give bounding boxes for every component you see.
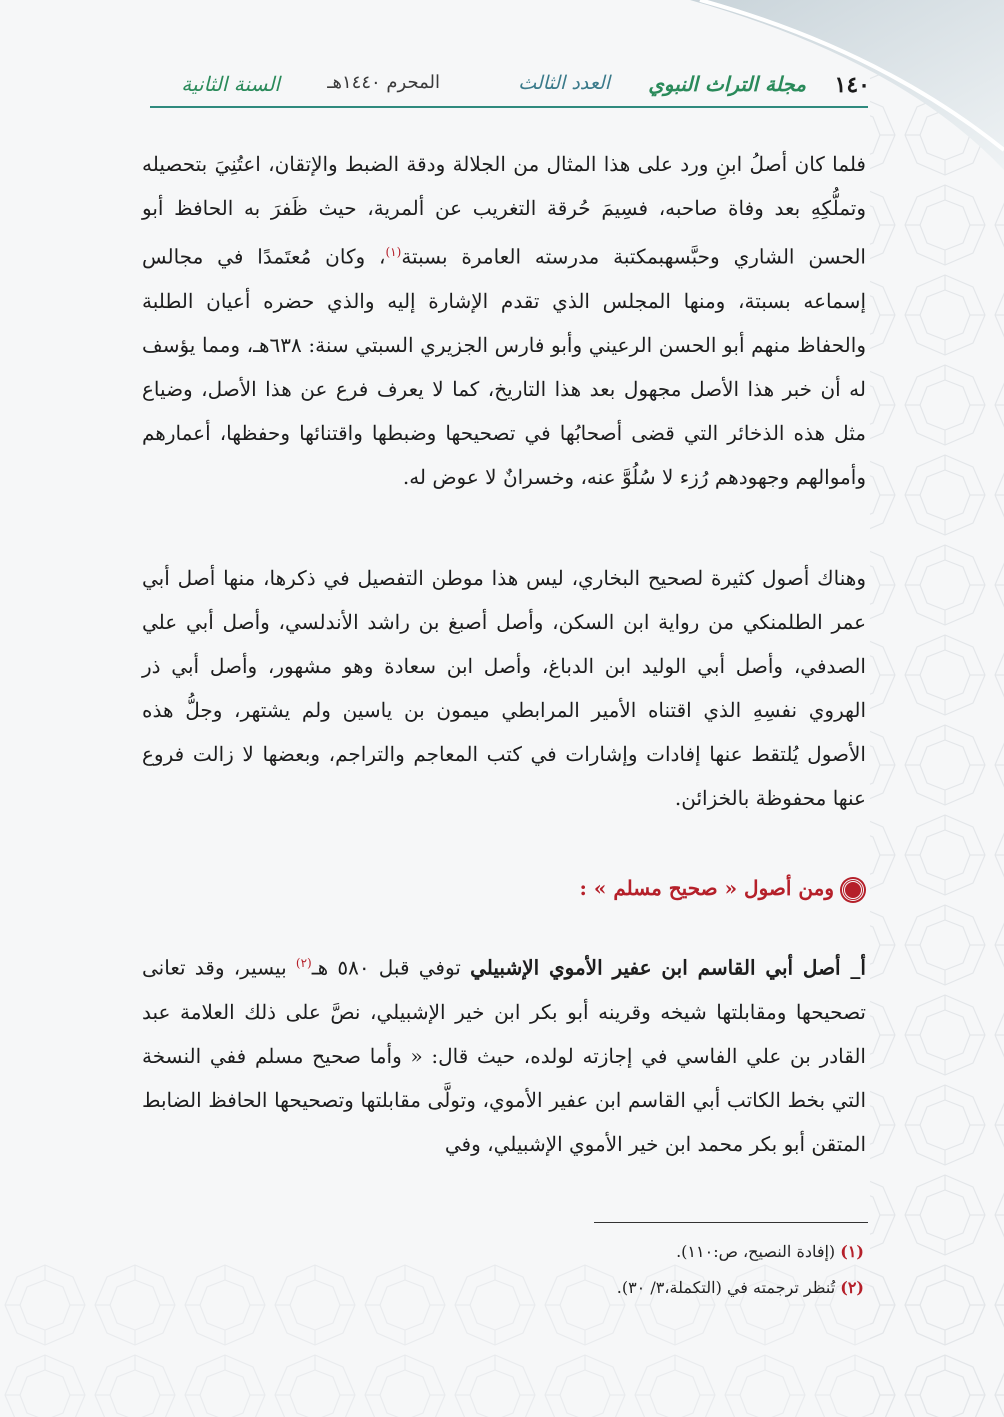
issue-date: المحرم ١٤٤٠هـ: [327, 72, 440, 93]
volume-year: السنة الثانية: [181, 72, 280, 96]
paragraph-1: [142, 142, 866, 499]
footnote-2-number: (٢): [840, 1278, 864, 1297]
footnote-1: [444, 1234, 864, 1270]
page-header: [150, 62, 870, 106]
section-heading-text: ومن أصول « صحيح مسلم » :: [579, 876, 834, 900]
paragraph-2: [142, 556, 866, 820]
footnote-ref-1[interactable]: (١): [385, 245, 402, 259]
page-number: ١٤٠: [834, 72, 870, 98]
paragraph-2-text: وهناك أصول كثيرة لصحيح البخاري، ليس هذا موطن التفصيل في ذكرها، منها أصل أبي عمر الطلمنكي من رواية ابن السكن، وأصل أصبغ بن راشد الأندلسي، وأصل أبي علي الصدفي، وأصل أبي الوليد ابن الدباغ، وأصل ابن سعادة وهو مشهور، وأصل أبي ذر الهروي نفسِهِ الذي اقتناه الأمير المرابطي ميمون بن ياسين ولم يشتهر، وجلُّ هذه الأصول يُلتقط عنها إفادات وإشارات في كتب المعاجم والتراجم، وبعضها لا زالت فروع عنها محفوظة بالخزائن.: [142, 566, 866, 810]
footnote-ref-2[interactable]: (٢): [295, 956, 312, 970]
journal-title: مجلة التراث النبوي: [648, 72, 806, 96]
paragraph-3-text-a: توفي قبل ٥٨٠ هـ: [311, 955, 471, 980]
paragraph-1-text: فلما كان أصلُ ابنِ ورد على هذا المثال من الجلالة ودقة الضبط والإتقان، اعتُنِيَ بتحصيله وتملُّكِهِ بعد وفاة صاحبه، فسِيمَ حُرقة التغريب عن ألمرية، حيث ظَفرَ به الحافظ أبو الحسن الشاري وحبَّسهبمكتبة مدرسته العامرة بسبتة: [142, 152, 866, 269]
bullet-icon: [842, 879, 864, 901]
footnote-1-number: (١): [840, 1242, 864, 1261]
paragraph-1-rest: ، وكان مُعتَمدًا في مجالس إسماعه بسبتة، ومنها المجلس الذي تقدم الإشارة إليه والذي حضره أعيان الطلبة والحفاظ منهم أبو الحسن الرعيني وأبو فارس الجزيري السبتي سنة: ٦٣٨هـ، ومما يؤسف له أن خبر هذا الأصل مجهول بعد هذا التاريخ، كما لا يعرف فرع عن هذا الأصل، وضياع مثل هذه الذخائر التي قضى أصحابُها في تصحيحها وضبطها واقتنائها وحفظها، أعمارهم وأموالهم وجهودهم رُزء لا سُلُوَّ عنه، وخسرانٌ لا عوض له.: [142, 244, 866, 489]
paragraph-3-text-b: بيسير، وقد تعانى تصحيحها ومقابلتها شيخه وقرينه أبو بكر ابن خير الإشبيلي، نصَّ على ذلك العلامة عبد القادر بن علي الفاسي في إجازته لولده، حيث قال: « وأما صحيح مسلم ففي النسخة التي بخط الكاتب أبي القاسم ابن عفير الأموي، وتولَّى مقابلتها وتصحيحها الحافظ الضابط المتقن أبو بكر محمد ابن خير الأموي الإشبيلي، وفي: [142, 955, 866, 1156]
paragraph-3: [142, 941, 866, 1166]
issue-label: العدد الثالث: [518, 72, 610, 94]
footnote-2: [444, 1270, 864, 1306]
footnote-1-text: (إفادة النصيح، ص:١١٠).: [676, 1242, 841, 1261]
header-rule: [150, 106, 868, 108]
footnotes: [444, 1234, 864, 1306]
footnote-separator: [594, 1222, 868, 1223]
footnote-2-text: تُنظر ترجمته في (التكملة،٣/ ٣٠).: [616, 1278, 841, 1297]
section-heading: [580, 876, 864, 901]
paragraph-3-bold: أ_ أصل أبي القاسم ابن عفير الأموي الإشبيلي: [470, 955, 866, 980]
